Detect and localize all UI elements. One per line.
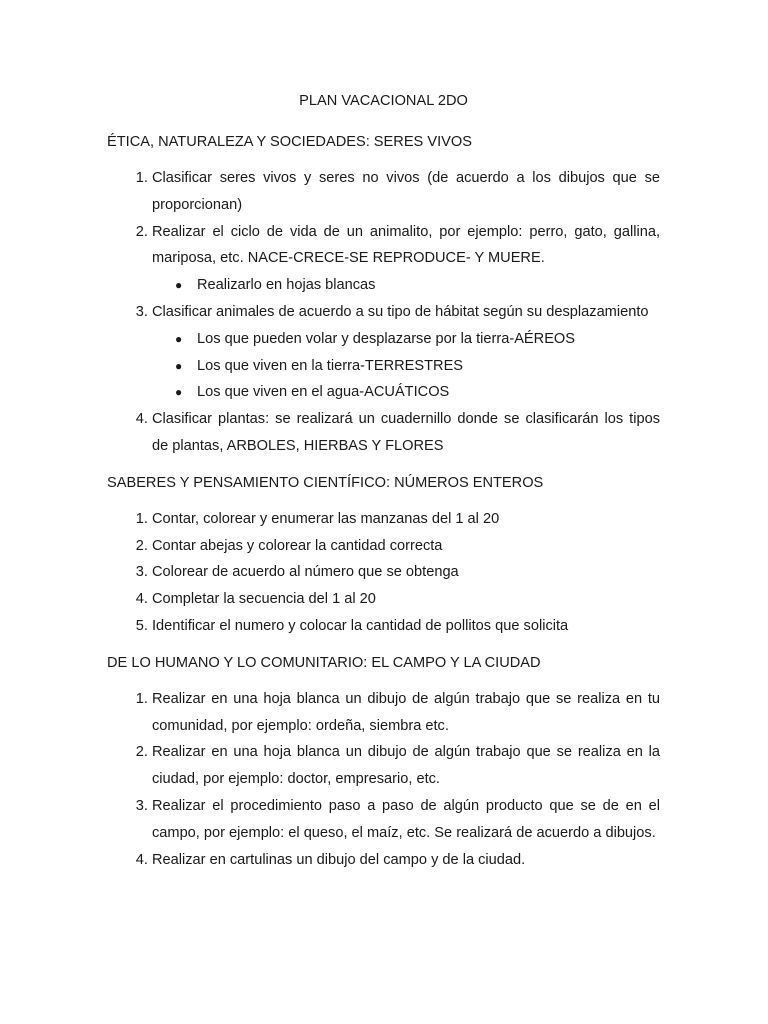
section-humano <box>107 650 660 874</box>
numbered-list <box>107 165 660 460</box>
list-item-text: Realizar en cartulinas un dibujo del campo y de la ciudad. <box>152 851 526 868</box>
section-heading: DE LO HUMANO Y LO COMUNITARIO: EL CAMPO Y LA CIUDAD <box>107 654 541 671</box>
document-page <box>107 88 660 883</box>
list-item-text: Colorear de acuerdo al número que se obtenga <box>152 564 459 581</box>
list-item <box>152 559 660 586</box>
list-item <box>152 165 660 219</box>
bullet-icon: ● <box>175 331 183 346</box>
bullet-icon: ● <box>175 358 183 373</box>
list-item <box>152 793 660 847</box>
list-item <box>152 739 660 793</box>
bullet-icon: ● <box>175 278 183 293</box>
list-item <box>152 219 660 299</box>
list-item-text: Realizar en una hoja blanca un dibujo de algún trabajo que se realiza en la ciudad, por ejemplo: doctor, empresario, etc. <box>152 744 660 788</box>
section-saberes <box>107 470 660 640</box>
list-item <box>152 506 660 533</box>
bullet-item <box>175 272 660 299</box>
list-item-text: Clasificar seres vivos y seres no vivos (de acuerdo a los dibujos que se proporcionan) <box>152 170 660 213</box>
list-item <box>152 299 660 406</box>
list-item <box>152 847 660 874</box>
bullet-item-text: Realizarlo en hojas blancas <box>197 277 376 294</box>
section-etica <box>107 129 660 460</box>
list-item-text: Contar, colorear y enumerar las manzanas del 1 al 20 <box>152 510 500 527</box>
list-item-text: Contar abejas y colorear la cantidad correcta <box>152 537 443 554</box>
bullet-item <box>175 353 660 380</box>
bullet-list <box>152 272 660 299</box>
section-heading: SABERES Y PENSAMIENTO CIENTÍFICO: NÚMEROS ENTEROS <box>107 474 544 491</box>
list-item <box>152 686 660 740</box>
list-item-text: Realizar en una hoja blanca un dibujo de algún trabajo que se realiza en tu comunidad, por ejemplo: ordeña, siembra etc. <box>152 690 660 734</box>
numbered-list <box>107 506 660 640</box>
bullet-list <box>152 326 660 406</box>
list-item-text: Clasificar animales de acuerdo a su tipo de hábitat según su desplazamiento <box>152 303 649 320</box>
list-item <box>152 586 660 613</box>
bullet-item <box>175 379 660 406</box>
document-title: PLAN VACACIONAL 2DO <box>299 93 468 109</box>
list-item <box>152 613 660 640</box>
bullet-item-text: Los que pueden volar y desplazarse por la tierra-AÉREOS <box>197 330 576 347</box>
list-item-text: Completar la secuencia del 1 al 20 <box>152 591 376 608</box>
bullet-item <box>175 326 660 353</box>
list-item-text: Realizar el procedimiento paso a paso de algún producto que se de en el campo, por ejemplo: el queso, el maíz, etc. Se realizará de acuerdo a dibujos. <box>152 797 660 841</box>
list-item-text: Identificar el numero y colocar la cantidad de pollitos que solicita <box>152 617 569 634</box>
list-item <box>152 406 660 460</box>
numbered-list <box>107 686 660 874</box>
list-item <box>152 533 660 560</box>
list-item-text: Clasificar plantas: se realizará un cuadernillo donde se clasificarán los tipos de plantas, ARBOLES, HIERBAS Y FLORES <box>152 411 660 454</box>
section-heading: ÉTICA, NATURALEZA Y SOCIEDADES: SERES VIVOS <box>107 134 472 150</box>
list-item-text: Realizar el ciclo de vida de un animalito, por ejemplo: perro, gato, gallina, mariposa, etc. NACE-CRECE-SE REPRODUCE- Y MUERE. <box>152 223 660 267</box>
bullet-item-text: Los que viven en la tierra-TERRESTRES <box>197 357 464 374</box>
bullet-icon: ● <box>175 385 183 400</box>
bullet-item-text: Los que viven en el agua-ACUÁTICOS <box>197 384 450 401</box>
